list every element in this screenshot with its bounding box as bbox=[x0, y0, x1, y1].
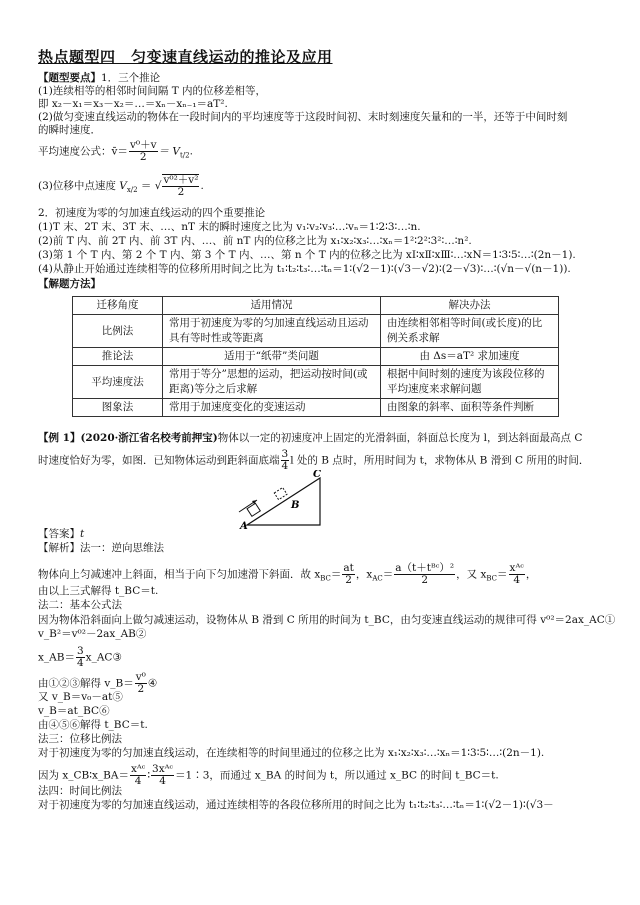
solution-line: 又 v_B＝v₀－at⑤ bbox=[38, 691, 123, 703]
solution-line bbox=[38, 764, 499, 787]
header-cell: 适用情况 bbox=[163, 297, 381, 315]
text-line: (1)T 末、2T 末、3T 末、…、nT 末的瞬时速度之比为 v₁∶v₂∶v₃∶…∶vₙ＝1∶2∶3∶…∶n. bbox=[38, 221, 421, 233]
methods-label: 【解题方法】 bbox=[38, 278, 101, 290]
solution-line: 因为物体沿斜面向上做匀减速运动，设物体从 B 滑到 C 所用的时间为 t_BC，由匀变速直线运动的规律可得 v⁰²＝2ax_AC① bbox=[38, 614, 616, 626]
section-label bbox=[38, 278, 101, 291]
numerator: xᴬᶜ bbox=[130, 763, 146, 775]
example-label: 【例 1】(2020·浙江省名校考前押宝) bbox=[38, 432, 218, 444]
text: 时速度恰好为零，如图．已知物体运动到距斜面底端 bbox=[38, 454, 280, 467]
table-header-row bbox=[73, 297, 559, 315]
point-c-label: C bbox=[313, 470, 321, 480]
label: 平均速度公式： bbox=[38, 145, 112, 158]
section-label: 【题型要点】 bbox=[38, 72, 101, 84]
text: ∶ bbox=[147, 769, 151, 782]
formula-line: 即 x₂－x₁＝x₃－x₂＝…＝xₙ－xₙ₋₁＝aT². bbox=[38, 98, 228, 110]
midpoint-velocity-formula: (3)位移中点速度 $V_{x/2}$ ＝ √ $\frac{\text{v⁰²＋v²}}{2}$ . bbox=[38, 174, 204, 198]
answer-value: t bbox=[80, 528, 85, 540]
subscript: BC bbox=[320, 574, 331, 583]
fraction bbox=[135, 672, 147, 695]
table-row bbox=[73, 366, 559, 399]
text-line: (4)从静止开始通过连续相等的位移所用时间之比为 t₁∶t₂∶t₃∶…∶tₙ＝1∶(√2－1)∶(√3－√2)∶(2－√3)∶…∶(√n－√(n－1)). bbox=[38, 263, 571, 275]
table-cell: 图象法 bbox=[73, 399, 163, 417]
text: ＝1∶3，而通过 x_BA 的时间为 t，所以通过 x_BC 的时间 t_BC＝t. bbox=[175, 769, 499, 782]
denominator: 2 bbox=[177, 186, 185, 198]
numerator: v⁰ bbox=[135, 671, 146, 683]
numerator: at bbox=[343, 562, 354, 574]
table-cell: 适用于“纸带”类问题 bbox=[163, 348, 381, 366]
answer-line bbox=[38, 528, 84, 541]
table-row bbox=[73, 348, 559, 366]
text: 物体向上匀减速冲上斜面，相当于向下匀加速滑下斜面．故 x bbox=[38, 568, 321, 581]
denominator: 2 bbox=[421, 574, 429, 586]
fraction bbox=[281, 449, 290, 472]
text: ，又 x bbox=[456, 568, 487, 581]
numerator: xᴬᶜ bbox=[509, 562, 524, 574]
text: ＝ bbox=[330, 568, 342, 581]
solution-label: 【解析】 bbox=[38, 542, 80, 554]
table-cell: 由连续相邻相等时间(或长度)的比例关系求解 bbox=[381, 315, 559, 348]
solution-line bbox=[38, 646, 122, 669]
header-cell: 迁移角度 bbox=[73, 297, 163, 315]
table-cell: 常用于等分”思想的运动，把运动按时间(或距离)等分之后求解 bbox=[163, 366, 381, 399]
solution-line: 物体向上匀减速冲上斜面，相当于向下匀加速滑下斜面．故 $x_{BC}=$ $\frac{at}{2}$ ，$x_{AC}=$ $\frac{\text{a（t＋tᴮᶜ）²}}{2}$ ，又 $x_{BC}=$ $\frac{\text{xᴬᶜ}}{4}$ ， bbox=[38, 562, 537, 586]
example-line bbox=[38, 449, 589, 472]
fraction bbox=[509, 563, 525, 586]
table-cell: 根据中间时刻的速度为该段位移的平均速度来求解问题 bbox=[381, 366, 559, 399]
numerator: 3 bbox=[76, 645, 84, 657]
table-cell: 比例法 bbox=[73, 315, 163, 348]
method-title: 法四：时间比例法 bbox=[38, 785, 122, 797]
block-dashed bbox=[274, 488, 287, 500]
solution-line: 对于初速度为零的匀加速直线运动，在连续相等的时间里通过的位移之比为 x₁∶x₂∶x₃∶…∶xₙ＝1∶3∶5∶…∶(2n－1). bbox=[38, 747, 545, 759]
fraction bbox=[129, 140, 158, 163]
subheading: 2．初速度为零的匀加速直线运动的四个重要推论 bbox=[38, 207, 266, 219]
subheading: 1．三个推论 bbox=[101, 72, 161, 84]
denominator: 4 bbox=[281, 460, 289, 472]
text: x_AC③ bbox=[85, 651, 122, 664]
subscript: x/2 bbox=[126, 186, 138, 195]
text: x_AB＝ bbox=[38, 651, 75, 664]
table-cell: 常用于加速度变化的变速运动 bbox=[163, 399, 381, 417]
text: 物体以一定的初速度冲上固定的光滑斜面，斜面总长度为 l，到达斜面最高点 C bbox=[217, 432, 583, 444]
numerator: v⁰²＋v² bbox=[163, 174, 199, 186]
table-row bbox=[73, 399, 559, 417]
subscript: AC bbox=[372, 574, 383, 583]
numerator: v⁰＋v bbox=[129, 139, 157, 151]
point-b-label: B bbox=[291, 500, 300, 511]
text: 因为 x_CB∶x_BA＝ bbox=[38, 769, 129, 782]
denominator: 2 bbox=[345, 574, 352, 586]
formula-part: ＝ V bbox=[158, 145, 180, 158]
subscript: BC bbox=[486, 574, 498, 583]
numerator: a（t＋tᴮᶜ）² bbox=[395, 562, 455, 574]
text-line: (3)第 1 个 T 内、第 2 个 T 内、第 3 个 T 内、…、第 n 个 T 内的位移之比为 xⅠ∶xⅡ∶xⅢ∶…∶xN＝1∶3∶5∶…∶(2n－1). bbox=[38, 249, 576, 261]
header-cell: 解决办法 bbox=[381, 297, 559, 315]
text-line: (1)连续相等的相邻时间间隔 T 内的位移差相等， bbox=[38, 85, 267, 97]
methods-table bbox=[72, 296, 559, 417]
page-title: 热点题型四 匀变速直线运动的推论及应用 bbox=[38, 48, 333, 66]
formula-part: V bbox=[119, 180, 127, 192]
denominator: 4 bbox=[513, 574, 521, 586]
key-points-heading bbox=[38, 72, 160, 85]
table-cell: 常用于初速度为零的匀加速直线运动且运动具有等时性或等距离 bbox=[163, 315, 381, 348]
text-line: 的瞬时速度． bbox=[38, 124, 101, 136]
text-line: (2)前 T 内、前 2T 内、前 3T 内、…、前 nT 内的位移之比为 x₁∶x₂∶x₃∶…∶xₙ＝1²∶2²∶3²∶…∶n². bbox=[38, 235, 472, 247]
text: ，x bbox=[355, 568, 373, 581]
solution-line: v_B²＝v⁰²－2ax_AB② bbox=[38, 628, 147, 640]
fraction bbox=[394, 563, 455, 586]
numerator: 3xᴬᶜ bbox=[152, 763, 174, 775]
method-title: 法三：位移比例法 bbox=[38, 733, 122, 745]
table-cell: 由图象的斜率、面积等条件判断 bbox=[381, 399, 559, 417]
fraction bbox=[151, 764, 174, 787]
table-row bbox=[73, 315, 559, 348]
text: 由①②③解得 v_B＝ bbox=[38, 677, 134, 690]
table-cell: 平均速度法 bbox=[73, 366, 163, 399]
numerator: 3 bbox=[281, 448, 289, 460]
solution-line: v_B＝at_BC⑥ bbox=[38, 705, 110, 717]
denominator: 4 bbox=[159, 775, 166, 787]
answer-label: 【答案】 bbox=[38, 528, 80, 540]
table-cell: 由 Δs＝aT² 求加速度 bbox=[381, 348, 559, 366]
denominator: 4 bbox=[76, 657, 84, 669]
solution-heading bbox=[38, 542, 164, 555]
denominator: 4 bbox=[134, 775, 142, 787]
text: ， bbox=[525, 568, 537, 581]
fraction bbox=[130, 764, 146, 787]
text: l 处的 B 点时，所用时间为 t，求物体从 B 滑到 C 所用的时间． bbox=[290, 454, 590, 467]
denominator: 2 bbox=[137, 683, 145, 695]
solution-line: 由④⑤⑥解得 t_BC＝t. bbox=[38, 719, 148, 731]
solution-line: 对于初速度为零的匀加速直线运动，通过连续相等的各段位移所用的时间之比为 t₁∶t₂∶t₃∶…∶tₙ＝1∶(√2－1)∶(√3－ bbox=[38, 799, 554, 811]
example-line bbox=[38, 432, 582, 445]
subscript: t/2 bbox=[179, 151, 190, 160]
fraction bbox=[76, 646, 85, 669]
method-title: 法一：逆向思维法 bbox=[80, 542, 164, 554]
label: (3)位移中点速度 bbox=[38, 180, 116, 192]
text: ④ bbox=[147, 677, 158, 690]
fraction bbox=[342, 563, 354, 586]
denominator: 2 bbox=[139, 151, 147, 163]
method-title: 法二：基本公式法 bbox=[38, 599, 122, 611]
avg-velocity-formula: 平均速度公式：v̄＝ $\frac{\text{v⁰＋v}}{2}$ ＝ $V_{t/2}$. bbox=[38, 139, 193, 163]
fraction bbox=[162, 174, 199, 198]
formula-part: v̄＝ bbox=[111, 145, 128, 158]
incline-diagram bbox=[235, 470, 335, 530]
table-cell: 推论法 bbox=[73, 348, 163, 366]
point-a-label: A bbox=[240, 521, 248, 530]
solution-line: 由以上三式解得 t_BC＝t. bbox=[38, 585, 159, 597]
text-line: (2)做匀变速直线运动的物体在一段时间内的平均速度等于这段时间初、末时刻速度矢量和的一半，还等于中间时刻 bbox=[38, 111, 568, 123]
